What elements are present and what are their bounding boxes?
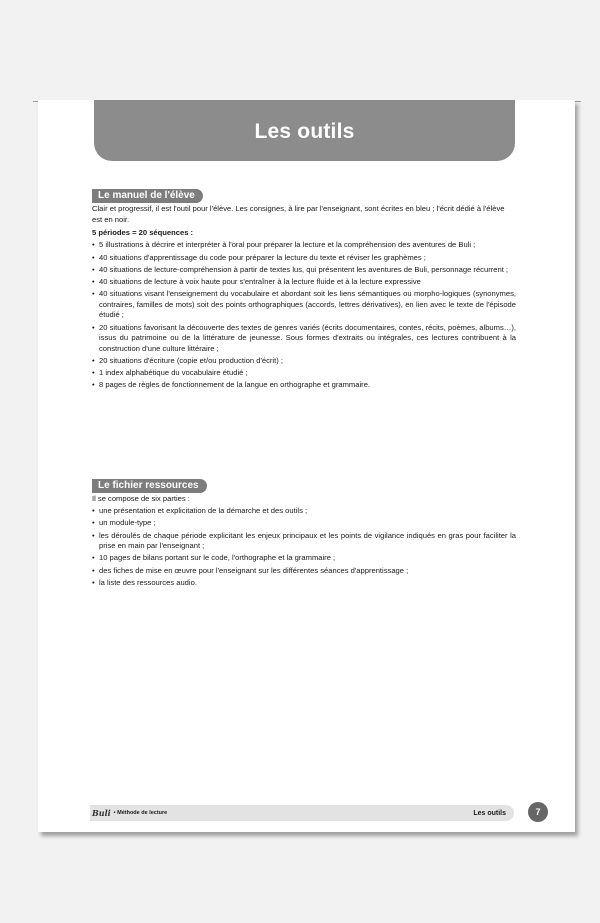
list-item: • les déroulés de chaque période explicitant les enjeux principaux et les points de vigilance indiqués en gras pour faciliter la prise en main par l'enseignant ; [92,531,516,552]
footer-series: • Méthode de lecture [113,810,168,816]
list-item: • 40 situations de lecture-compréhension à partir de textes lus, qui présentent les aventures de Buli, personnage récurrent ; [92,265,516,276]
document-page [38,100,575,832]
resources-intro: Il se compose de six parties : [92,494,190,503]
footer-band [90,805,514,821]
list-item: • 1 index alphabétique du vocabulaire étudié ; [92,368,516,379]
crop-mark-right [575,101,581,102]
manual-subtitle: 5 périodes = 20 séquences : [92,228,194,238]
list-item: • 5 illustrations à décrire et interpréter à l'oral pour préparer la lecture et la compréhension des aventures de Buli ; [92,240,516,251]
resources-list [92,506,516,588]
manual-intro: Clair et progressif, il est l'outil pour l'élève. Les consignes, à lire par l'enseignant, sont écrites en bleu ; l'écrit dédié à l'élève est en noir. [92,204,505,224]
section-title-manual: Le manuel de l'élève [92,189,203,203]
list-item: • une présentation et explicitation de la démarche et des outils ; [92,506,516,517]
list-item: • 40 situations de lecture à voix haute pour s'entraîner à la lecture fluide et à la lecture expressive [92,277,516,288]
footer-brand [90,808,167,818]
list-item: • un module-type ; [92,518,516,529]
page-number: 7 [528,802,548,822]
list-item: • 20 situations favorisant la découverte des textes de genres variés (écrits documentaires, contes, récits, poèmes, albums…), issus du patrimoine ou de la littérature de jeunesse. Sous formes d'extraits ou intégrales, ces lectures contribuent à la construction d'une culture littéraire ; [92,323,516,355]
page-title: Les outils [254,119,355,143]
list-item: • 40 situations visant l'enseignement du vocabulaire et abordant soit les liens sémantiques ou morpho-logiques (synonymes, contraires, familles de mots) soit des points orthographiques (accords, lettres dérivatives), en lien avec le texte de l'épisode étudié ; [92,289,516,321]
resources-section [92,494,516,588]
list-item: • 8 pages de règles de fonctionnement de la langue en orthographe et grammaire. [92,380,516,391]
list-item: • 40 situations d'apprentissage du code pour préparer la lecture du texte et réviser les graphèmes ; [92,253,516,264]
list-item: • la liste des ressources audio. [92,578,516,589]
manual-list [92,240,516,390]
manual-section [92,204,516,391]
footer-section: Les outils [473,809,506,817]
header-band [94,100,515,161]
section-title-resources: Le fichier ressources [92,479,207,493]
list-item: • des fiches de mise en œuvre pour l'enseignant sur les différentes séances d'apprentissage ; [92,566,516,577]
list-item: • 20 situations d'écriture (copie et/ou production d'écrit) ; [92,356,516,367]
buli-logo: Buli [92,808,111,818]
list-item: • 10 pages de bilans portant sur le code, l'orthographe et la grammaire ; [92,553,516,564]
